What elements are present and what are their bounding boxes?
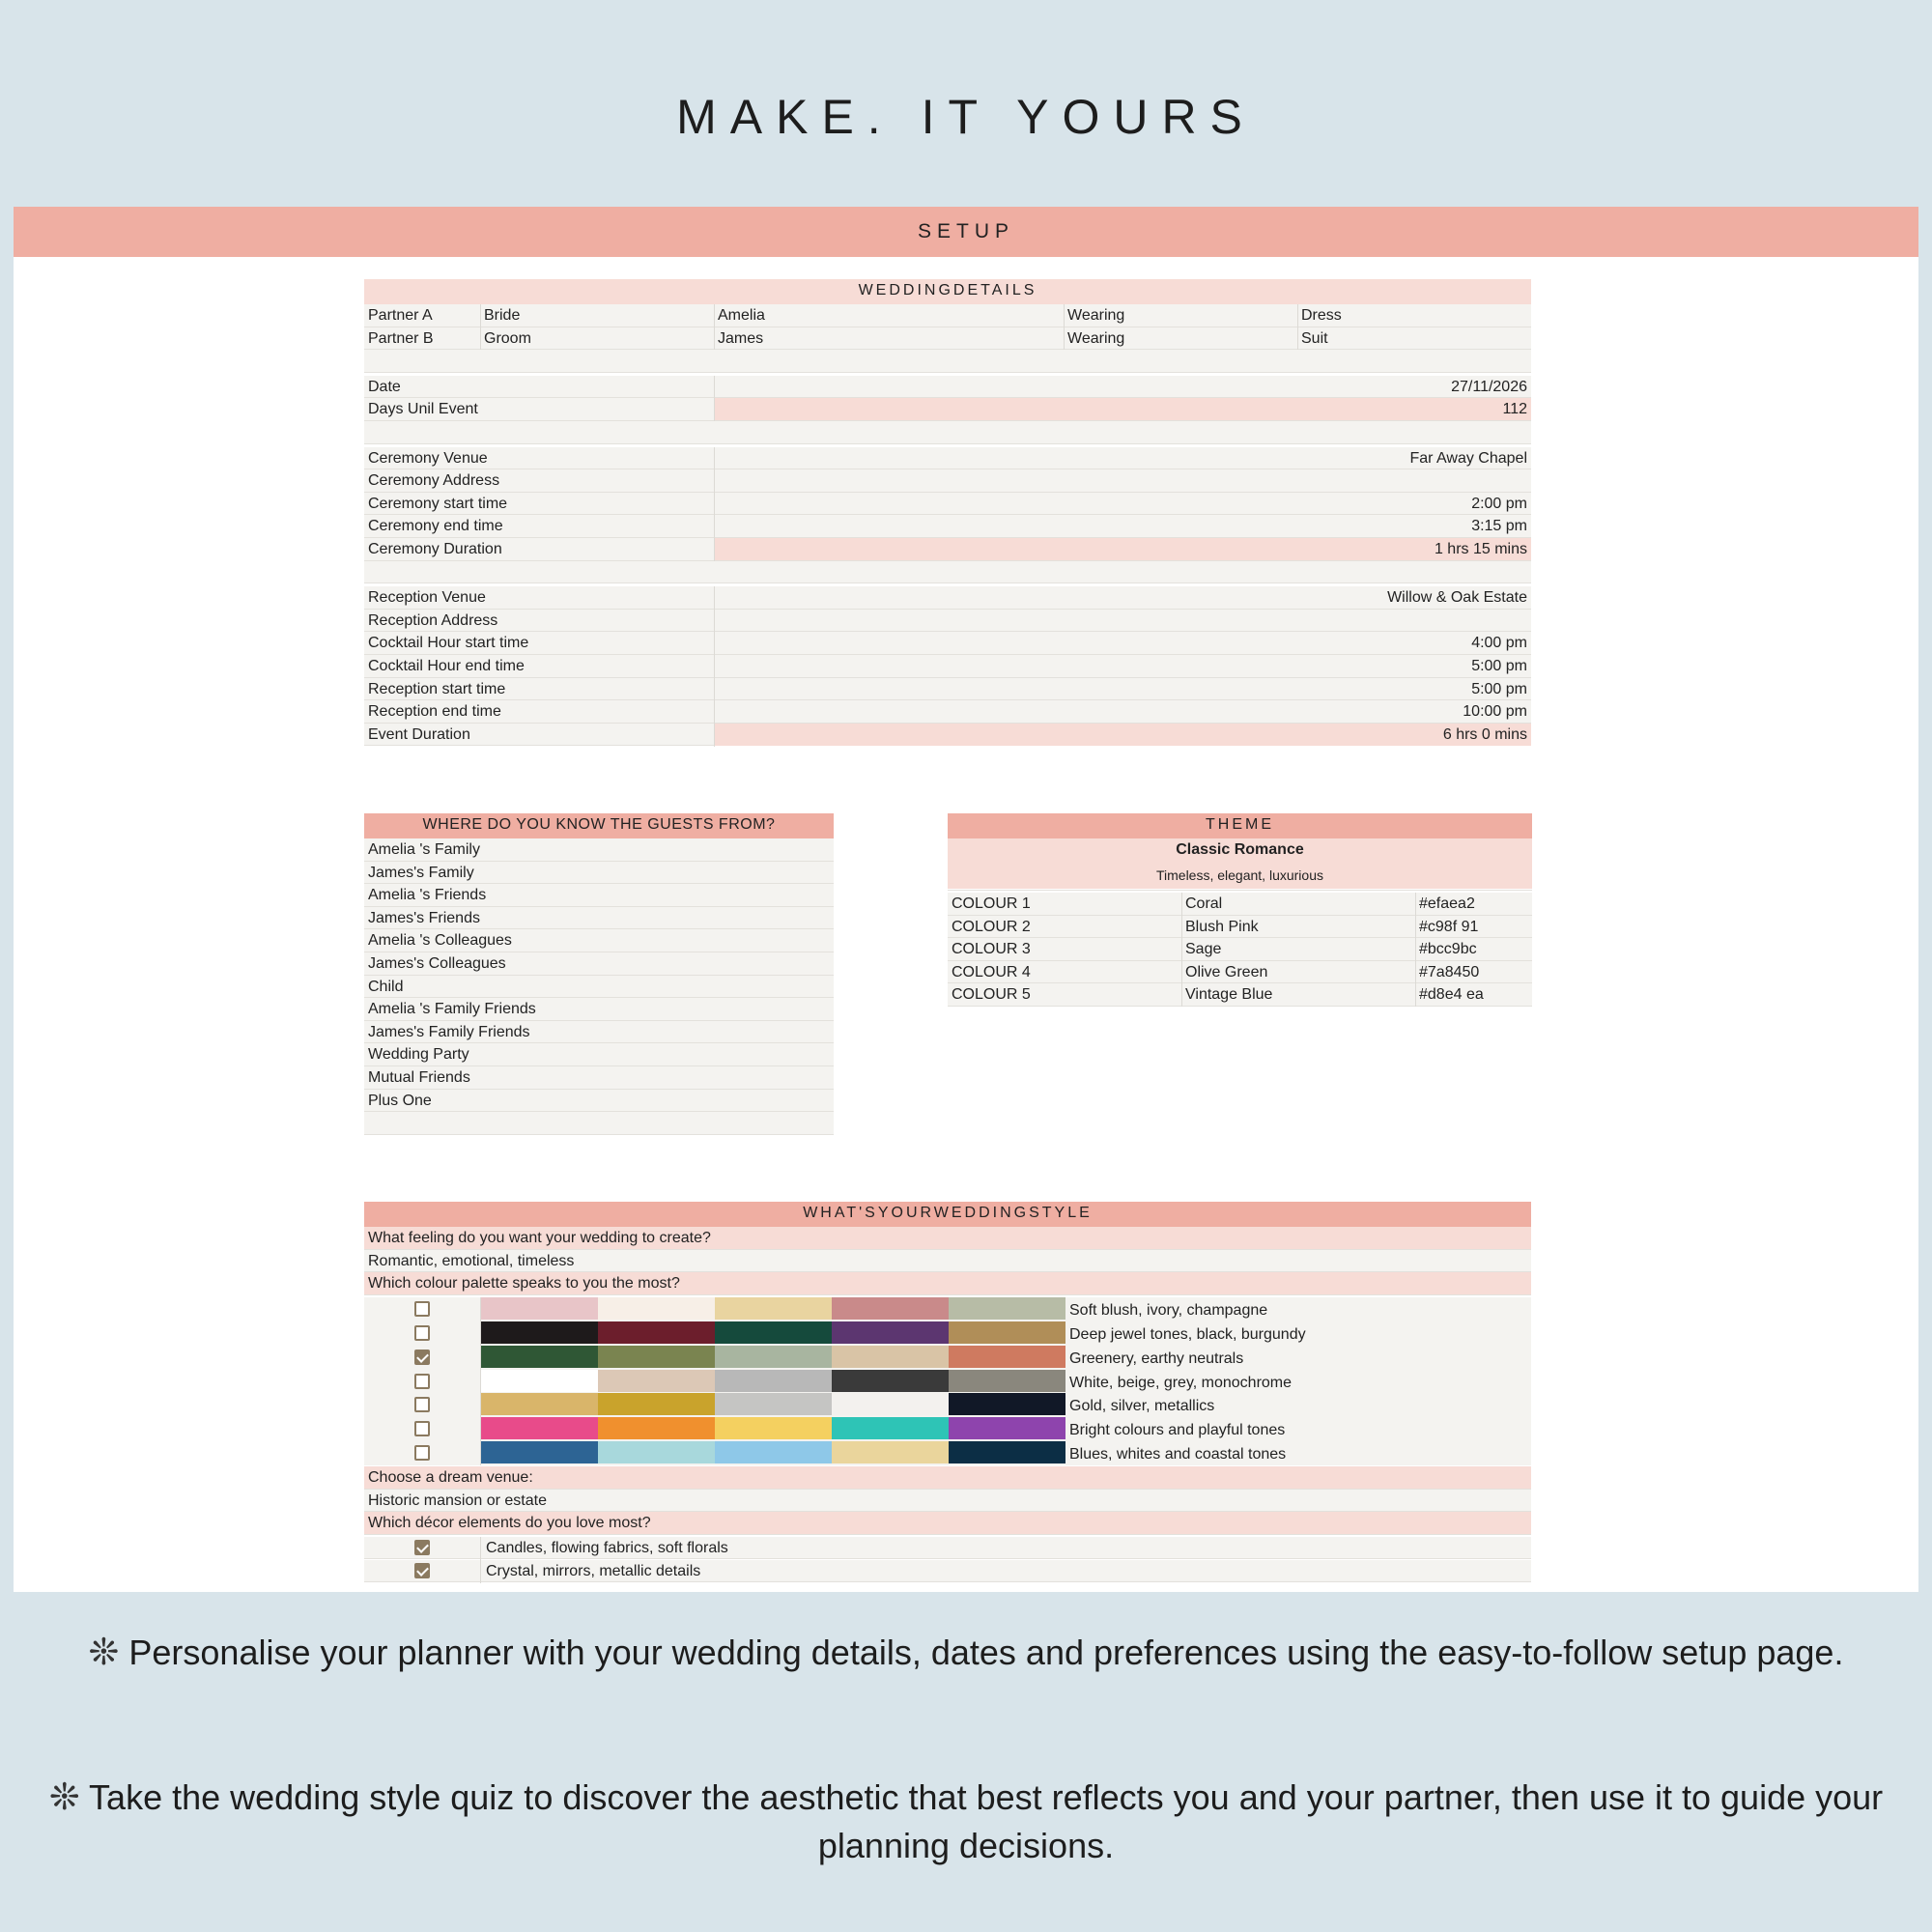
checkbox[interactable]	[414, 1325, 430, 1341]
palette-label: Gold, silver, metallics	[1069, 1398, 1215, 1415]
palette-option[interactable]	[364, 1370, 1531, 1394]
cell-divider	[480, 1417, 481, 1441]
cell-divider	[480, 1560, 481, 1583]
style-quiz-title: WHAT'SYOURWEDDINGSTYLE	[364, 1202, 1531, 1227]
reception-row	[364, 678, 1531, 701]
guest-group-label: Amelia 's Family Friends	[368, 1001, 536, 1018]
cell-divider	[1181, 893, 1182, 916]
partner-role[interactable]: Bride	[484, 307, 521, 324]
guest-group-label: Amelia 's Colleagues	[368, 932, 512, 950]
palette-swatch	[715, 1297, 832, 1320]
question-text: Which décor elements do you love most?	[368, 1515, 651, 1532]
field-value[interactable]: 10:00 pm	[1463, 703, 1527, 721]
colour-label: COLOUR 1	[952, 895, 1031, 912]
cell-divider	[1064, 327, 1065, 351]
colour-hex[interactable]: #d8e4 ea	[1419, 986, 1484, 1004]
cell-divider	[1415, 983, 1416, 1007]
guest-group-item[interactable]	[364, 907, 834, 930]
guest-group-item[interactable]	[364, 1112, 834, 1135]
guests-title: WHERE DO YOU KNOW THE GUESTS FROM?	[364, 813, 834, 838]
palette-swatch	[598, 1417, 715, 1439]
answer-feeling[interactable]	[364, 1250, 1531, 1273]
cell-divider	[1181, 961, 1182, 984]
field-label: Cocktail Hour start time	[368, 635, 529, 652]
guest-group-item[interactable]	[364, 952, 834, 976]
colour-name[interactable]: Coral	[1185, 895, 1223, 912]
theme-colour-row	[948, 893, 1532, 916]
palette-label: Deep jewel tones, black, burgundy	[1069, 1325, 1306, 1343]
reception-row	[364, 586, 1531, 610]
palette-swatch	[715, 1441, 832, 1463]
palette-swatch	[481, 1346, 598, 1368]
colour-name[interactable]: Blush Pink	[1185, 918, 1259, 935]
palette-label: Greenery, earthy neutrals	[1069, 1350, 1244, 1367]
palette-label: Soft blush, ivory, champagne	[1069, 1301, 1268, 1319]
palette-option[interactable]	[364, 1393, 1531, 1417]
guest-group-item[interactable]	[364, 998, 834, 1021]
guest-group-item[interactable]	[364, 929, 834, 952]
colour-name[interactable]: Vintage Blue	[1185, 986, 1273, 1004]
field-label: Ceremony Duration	[368, 541, 502, 557]
field-value[interactable]: Far Away Chapel	[1409, 449, 1527, 467]
colour-hex[interactable]: #c98f 91	[1419, 918, 1479, 935]
cell-divider	[1415, 916, 1416, 939]
palette-option[interactable]	[364, 1297, 1531, 1321]
theme-colour-row	[948, 916, 1532, 939]
guest-group-label: Plus One	[368, 1092, 432, 1109]
ceremony-row	[364, 538, 1531, 561]
reception-row	[364, 655, 1531, 678]
guest-group-label: James's Family	[368, 864, 474, 881]
palette-swatch	[832, 1441, 949, 1463]
field-label: Event Duration	[368, 725, 470, 743]
spacer	[948, 889, 1532, 891]
checkbox-checked[interactable]	[414, 1350, 430, 1365]
theme-colour-row	[948, 983, 1532, 1007]
partner-role[interactable]: Groom	[484, 329, 531, 347]
blank-row	[364, 350, 1531, 373]
question-text: Choose a dream venue:	[368, 1469, 533, 1487]
checkbox-checked[interactable]	[414, 1563, 430, 1578]
palette-swatch	[481, 1393, 598, 1415]
cell-divider	[714, 655, 715, 678]
field-label: Reception start time	[368, 680, 506, 697]
colour-label: COLOUR 2	[952, 918, 1031, 935]
field-value: 1 hrs 15 mins	[714, 538, 1531, 560]
wearing-label: Wearing	[1067, 307, 1125, 324]
cell-divider	[1297, 327, 1298, 351]
palette-swatch	[598, 1346, 715, 1368]
cell-divider	[1415, 961, 1416, 984]
guest-group-item[interactable]	[364, 862, 834, 885]
field-label: Ceremony start time	[368, 495, 508, 512]
palette-swatch	[598, 1441, 715, 1463]
theme-colour-row	[948, 938, 1532, 961]
field-value: 112	[714, 398, 1531, 420]
guest-group-label: Child	[368, 978, 404, 995]
palette-swatch	[598, 1393, 715, 1415]
palette-label: Bright colours and playful tones	[1069, 1422, 1286, 1439]
guest-group-label: Mutual Friends	[368, 1069, 470, 1086]
guest-group-item[interactable]	[364, 884, 834, 907]
palette-swatch	[832, 1321, 949, 1344]
palette-swatch	[832, 1370, 949, 1392]
wearing-value[interactable]: Dress	[1301, 307, 1342, 324]
decor-label: Candles, flowing fabrics, soft florals	[486, 1539, 728, 1556]
cell-divider	[714, 678, 715, 701]
cell-divider	[480, 1441, 481, 1465]
guest-group-item[interactable]	[364, 1021, 834, 1044]
colour-label: COLOUR 3	[952, 941, 1031, 958]
spreadsheet-preview	[14, 207, 1918, 1592]
guest-group-item[interactable]	[364, 976, 834, 999]
palette-swatch	[949, 1441, 1065, 1463]
field-label: Ceremony Address	[368, 472, 500, 490]
cell-divider	[714, 538, 715, 561]
cell-divider	[1415, 938, 1416, 961]
cell-divider	[714, 586, 715, 610]
palette-swatch	[715, 1346, 832, 1368]
palette-swatch	[598, 1321, 715, 1344]
field-value: 6 hrs 0 mins	[714, 724, 1531, 746]
cell-divider	[714, 447, 715, 470]
cell-divider	[480, 1370, 481, 1394]
cell-divider	[480, 1346, 481, 1370]
checkbox[interactable]	[414, 1445, 430, 1461]
partner-row	[364, 327, 1531, 351]
cell-divider	[714, 515, 715, 538]
palette-swatch	[949, 1321, 1065, 1344]
cell-divider	[480, 327, 481, 351]
theme-name[interactable]: Classic Romance	[948, 838, 1532, 864]
field-label: Cocktail Hour end time	[368, 658, 525, 674]
checkbox[interactable]	[414, 1421, 430, 1436]
question-text: What feeling do you want your wedding to create?	[368, 1230, 711, 1246]
ceremony-row	[364, 447, 1531, 470]
colour-hex[interactable]: #bcc9bc	[1419, 941, 1477, 958]
palette-swatch	[949, 1346, 1065, 1368]
palette-swatch	[481, 1321, 598, 1344]
palette-label: White, beige, grey, monochrome	[1069, 1374, 1293, 1391]
field-label: Date	[368, 378, 401, 395]
question-text: Which colour palette speaks to you the most?	[368, 1275, 680, 1293]
guest-group-item[interactable]	[364, 1090, 834, 1113]
days-until-row	[364, 398, 1531, 421]
partner-row	[364, 304, 1531, 327]
field-value[interactable]: 2:00 pm	[1471, 495, 1527, 512]
palette-swatch	[481, 1417, 598, 1439]
palette-option[interactable]	[364, 1321, 1531, 1346]
reception-row	[364, 632, 1531, 655]
cell-divider	[1181, 983, 1182, 1007]
date-row	[364, 376, 1531, 399]
palette-swatch	[949, 1417, 1065, 1439]
wearing-label: Wearing	[1067, 329, 1125, 347]
colour-hex[interactable]: #efaea2	[1419, 895, 1475, 912]
palette-option[interactable]	[364, 1441, 1531, 1465]
palette-swatch	[949, 1297, 1065, 1320]
reception-row	[364, 724, 1531, 747]
guest-group-label: James's Family Friends	[368, 1023, 530, 1040]
cell-divider	[480, 1393, 481, 1417]
field-label: Ceremony Venue	[368, 449, 488, 467]
guest-group-item[interactable]	[364, 838, 834, 862]
partner-label: Partner B	[368, 329, 434, 347]
answer-venue[interactable]	[364, 1490, 1531, 1513]
cell-divider	[714, 376, 715, 399]
palette-swatch	[949, 1393, 1065, 1415]
field-value[interactable]: 4:00 pm	[1471, 635, 1527, 652]
colour-hex[interactable]: #7a8450	[1419, 963, 1480, 980]
guest-group-label: Amelia 's Family	[368, 841, 480, 858]
colour-label: COLOUR 5	[952, 986, 1031, 1004]
question-venue	[364, 1466, 1531, 1490]
field-label: Reception end time	[368, 703, 501, 721]
cell-divider	[1415, 893, 1416, 916]
palette-swatch	[715, 1393, 832, 1415]
answer-text: Historic mansion or estate	[368, 1492, 547, 1509]
decor-label: Crystal, mirrors, metallic details	[486, 1562, 701, 1579]
reception-row	[364, 700, 1531, 724]
checkbox[interactable]	[414, 1397, 430, 1412]
cell-divider	[714, 700, 715, 724]
cell-divider	[1181, 938, 1182, 961]
theme-tagline: Timeless, elegant, luxurious	[948, 864, 1532, 889]
blank-row	[364, 561, 1531, 584]
palette-swatch	[715, 1417, 832, 1439]
cell-divider	[714, 493, 715, 516]
answer-text: Romantic, emotional, timeless	[368, 1252, 575, 1269]
setup-header: SETUP	[14, 207, 1918, 257]
field-value[interactable]: Willow & Oak Estate	[1387, 589, 1527, 607]
partner-name[interactable]: James	[718, 329, 764, 347]
partner-label: Partner A	[368, 307, 433, 324]
decor-option[interactable]	[364, 1537, 1531, 1560]
snowflake-icon: ❊	[88, 1633, 120, 1673]
question-feeling	[364, 1227, 1531, 1250]
cell-divider	[714, 469, 715, 493]
field-value[interactable]: 3:15 pm	[1471, 518, 1527, 535]
palette-swatch	[481, 1441, 598, 1463]
palette-swatch	[715, 1321, 832, 1344]
caption-text: Take the wedding style quiz to discover the aesthetic that best reflects you and your partner, then use it to guide your planning decisions.	[89, 1777, 1884, 1865]
guest-group-item[interactable]	[364, 1043, 834, 1066]
guest-group-label: James's Colleagues	[368, 955, 506, 972]
caption-text: Personalise your planner with your wedding details, dates and preferences using the easy-to-follow setup page.	[128, 1633, 1844, 1672]
cell-divider	[714, 327, 715, 351]
ceremony-row	[364, 515, 1531, 538]
ceremony-row	[364, 469, 1531, 493]
cell-divider	[714, 610, 715, 633]
cell-divider	[480, 1321, 481, 1346]
palette-swatch	[832, 1346, 949, 1368]
cell-divider	[714, 724, 715, 747]
field-value[interactable]: 5:00 pm	[1471, 658, 1527, 674]
field-value[interactable]: 5:00 pm	[1471, 680, 1527, 697]
question-palette	[364, 1272, 1531, 1295]
checkbox[interactable]	[414, 1301, 430, 1317]
decor-option[interactable]	[364, 1560, 1531, 1583]
checkbox-checked[interactable]	[414, 1540, 430, 1555]
palette-swatch	[832, 1297, 949, 1320]
guest-group-label: James's Friends	[368, 909, 480, 926]
partner-name[interactable]: Amelia	[718, 307, 765, 324]
cell-divider	[480, 304, 481, 327]
blank-row	[364, 421, 1531, 444]
theme-title: THEME	[948, 813, 1532, 838]
question-decor	[364, 1512, 1531, 1535]
guest-group-item[interactable]	[364, 1066, 834, 1090]
reception-row	[364, 610, 1531, 633]
palette-swatch	[481, 1297, 598, 1320]
colour-name[interactable]: Olive Green	[1185, 963, 1268, 980]
cell-divider	[714, 632, 715, 655]
cell-divider	[714, 398, 715, 421]
palette-option[interactable]	[364, 1417, 1531, 1441]
hero-title: MAKE. IT YOURS	[676, 90, 1256, 144]
cell-divider	[714, 304, 715, 327]
field-label: Days Unil Event	[368, 401, 478, 418]
caption-setup	[39, 1629, 1893, 1677]
colour-label: COLOUR 4	[952, 963, 1031, 980]
field-label: Reception Venue	[368, 589, 486, 607]
caption-quiz	[39, 1774, 1893, 1870]
cell-divider	[480, 1537, 481, 1560]
field-label: Reception Address	[368, 611, 498, 629]
checkbox[interactable]	[414, 1374, 430, 1389]
field-value[interactable]: 27/11/2026	[1451, 378, 1527, 395]
cell-divider	[1064, 304, 1065, 327]
palette-swatch	[949, 1370, 1065, 1392]
cell-divider	[480, 1297, 481, 1321]
wearing-value[interactable]: Suit	[1301, 329, 1328, 347]
snowflake-icon: ❊	[48, 1777, 80, 1818]
palette-option[interactable]	[364, 1346, 1531, 1370]
palette-label: Blues, whites and coastal tones	[1069, 1446, 1287, 1463]
theme-colour-row	[948, 961, 1532, 984]
guest-group-label: Wedding Party	[368, 1046, 469, 1064]
palette-swatch	[598, 1370, 715, 1392]
palette-swatch	[598, 1297, 715, 1320]
colour-name[interactable]: Sage	[1185, 941, 1222, 958]
palette-swatch	[481, 1370, 598, 1392]
palette-swatch	[832, 1393, 949, 1415]
wedding-details-title: WEDDINGDETAILS	[364, 279, 1531, 304]
cell-divider	[1297, 304, 1298, 327]
guest-group-label: Amelia 's Friends	[368, 887, 487, 904]
palette-swatch	[832, 1417, 949, 1439]
ceremony-row	[364, 493, 1531, 516]
cell-divider	[1181, 916, 1182, 939]
palette-swatch	[715, 1370, 832, 1392]
field-label: Ceremony end time	[368, 518, 503, 535]
